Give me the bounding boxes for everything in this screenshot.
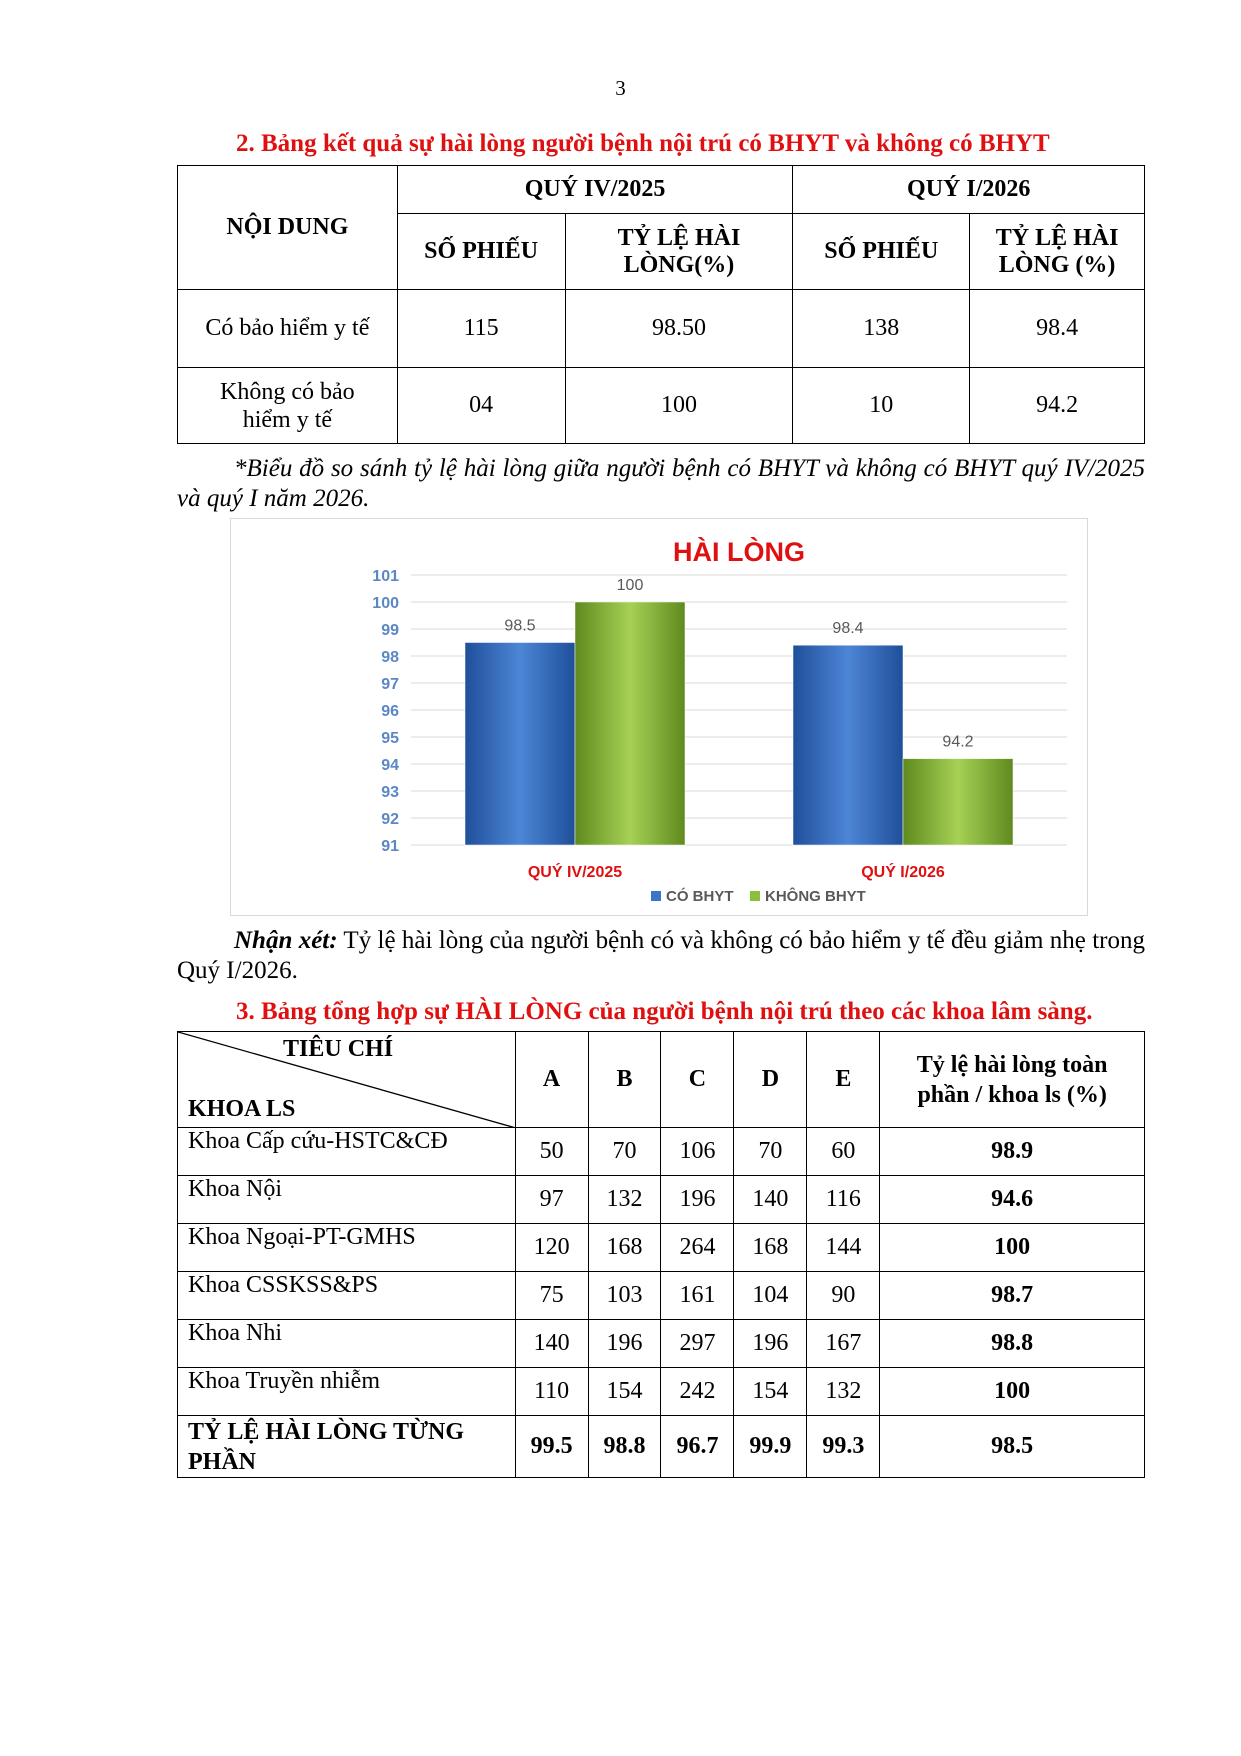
row-label: Không có bảo hiểm y tế — [178, 368, 398, 444]
bar — [575, 602, 685, 845]
cell: 97 — [515, 1176, 588, 1224]
col-header-a: A — [515, 1032, 588, 1128]
data-label: 100 — [616, 577, 644, 594]
table-row — [178, 368, 1145, 444]
corner-cell — [178, 1032, 516, 1128]
cell: 140 — [515, 1320, 588, 1368]
cell: 75 — [515, 1272, 588, 1320]
table-row — [178, 1320, 1145, 1368]
summary-row — [178, 1416, 1145, 1478]
table-row — [178, 1128, 1145, 1176]
y-tick-label: 91 — [381, 838, 399, 855]
cell: 70 — [588, 1128, 661, 1176]
row-label: Khoa Truyền nhiễm — [178, 1368, 516, 1416]
y-tick-label: 100 — [372, 595, 399, 612]
cell: 168 — [734, 1224, 807, 1272]
cell: 116 — [807, 1176, 880, 1224]
row-total: 100 — [880, 1368, 1145, 1416]
col-header-d: D — [734, 1032, 807, 1128]
cell: 10 — [793, 368, 970, 444]
x-tick-label: QUÝ IV/2025 — [527, 864, 623, 881]
cell: 50 — [515, 1128, 588, 1176]
section2-heading: 2. Bảng kết quả sự hài lòng người bệnh nội trú có BHYT và không có BHYT — [236, 130, 1050, 157]
table-row — [178, 290, 1145, 368]
cell: 94.2 — [970, 368, 1145, 444]
page-number: 3 — [615, 76, 626, 100]
bar-chart — [231, 519, 1087, 915]
cell: 110 — [515, 1368, 588, 1416]
header-q1-rate: TỶ LỆ HÀI LÒNG (%) — [970, 214, 1145, 290]
summary-cell: 99.3 — [807, 1416, 880, 1478]
comment-paragraph — [177, 926, 1145, 986]
cell: 98.4 — [970, 290, 1145, 368]
cell: 154 — [588, 1368, 661, 1416]
corner-top-label: TIÊU CHÍ — [283, 1036, 394, 1062]
corner-bottom-label: KHOA LS — [188, 1096, 296, 1122]
cell: 60 — [807, 1128, 880, 1176]
summary-cell: 98.8 — [588, 1416, 661, 1478]
cell: 106 — [661, 1128, 734, 1176]
table-row — [178, 1224, 1145, 1272]
cell: 90 — [807, 1272, 880, 1320]
cell: 196 — [588, 1320, 661, 1368]
cell: 132 — [588, 1176, 661, 1224]
legend-label: CÓ BHYT — [666, 888, 734, 905]
cell: 196 — [734, 1320, 807, 1368]
cell: 138 — [793, 290, 970, 368]
bhyt-table — [177, 165, 1145, 444]
bar — [465, 643, 575, 846]
cell: 115 — [397, 290, 565, 368]
header-q1-count: SỐ PHIẾU — [793, 214, 970, 290]
row-total: 98.9 — [880, 1128, 1145, 1176]
y-tick-label: 94 — [381, 757, 399, 774]
summary-cell: 99.5 — [515, 1416, 588, 1478]
cell: 167 — [807, 1320, 880, 1368]
header-q1: QUÝ I/2026 — [793, 166, 1145, 214]
bar — [793, 645, 903, 845]
cell: 04 — [397, 368, 565, 444]
cell: 154 — [734, 1368, 807, 1416]
table-row — [178, 1176, 1145, 1224]
y-tick-label: 96 — [381, 703, 399, 720]
row-label: Khoa Ngoại-PT-GMHS — [178, 1224, 516, 1272]
cell: 120 — [515, 1224, 588, 1272]
col-header-total: Tỷ lệ hài lòng toàn phần / khoa ls (%) — [880, 1032, 1145, 1128]
cell: 161 — [661, 1272, 734, 1320]
row-label: Khoa Nội — [178, 1176, 516, 1224]
cell: 196 — [661, 1176, 734, 1224]
col-header-e: E — [807, 1032, 880, 1128]
cell: 242 — [661, 1368, 734, 1416]
y-tick-label: 98 — [381, 649, 399, 666]
legend-swatch — [651, 891, 661, 901]
col-header-c: C — [661, 1032, 734, 1128]
header-q4: QUÝ IV/2025 — [397, 166, 793, 214]
row-label: Khoa Nhi — [178, 1320, 516, 1368]
header-q4-count: SỐ PHIẾU — [397, 214, 565, 290]
row-label: Khoa Cấp cứu-HSTC&CĐ — [178, 1128, 516, 1176]
summary-label: TỶ LỆ HÀI LÒNG TỪNG PHẦN — [178, 1416, 516, 1478]
row-total: 98.8 — [880, 1320, 1145, 1368]
cell: 103 — [588, 1272, 661, 1320]
row-total: 100 — [880, 1224, 1145, 1272]
data-label: 94.2 — [942, 733, 974, 751]
legend-label: KHÔNG BHYT — [765, 888, 866, 905]
cell: 70 — [734, 1128, 807, 1176]
cell: 297 — [661, 1320, 734, 1368]
cell: 132 — [807, 1368, 880, 1416]
comment-text: Tỷ lệ hài lòng của người bệnh có và không có bảo hiểm y tế đều giảm nhẹ trong Quý I/2026. — [177, 927, 1145, 984]
row-total: 94.6 — [880, 1176, 1145, 1224]
data-label: 98.5 — [504, 617, 536, 635]
summary-cell: 99.9 — [734, 1416, 807, 1478]
legend-swatch — [750, 891, 760, 901]
y-tick-label: 99 — [381, 622, 399, 639]
comment-label: Nhận xét: — [234, 927, 338, 954]
col-header-b: B — [588, 1032, 661, 1128]
chart-caption: *Biểu đồ so sánh tỷ lệ hài lòng giữa người bệnh có BHYT và không có BHYT quý IV/2025 và quý I năm 2026. — [177, 455, 1145, 512]
department-table — [177, 1031, 1145, 1478]
y-tick-label: 92 — [381, 811, 399, 828]
table-row — [178, 1368, 1145, 1416]
cell: 100 — [565, 368, 793, 444]
row-label: Khoa CSSKSS&PS — [178, 1272, 516, 1320]
x-tick-label: QUÝ I/2026 — [861, 864, 945, 881]
cell: 104 — [734, 1272, 807, 1320]
chart-container — [230, 518, 1088, 916]
table-row — [178, 1272, 1145, 1320]
y-tick-label: 97 — [381, 676, 399, 693]
summary-total: 98.5 — [880, 1416, 1145, 1478]
data-label: 98.4 — [832, 620, 864, 638]
cell: 144 — [807, 1224, 880, 1272]
cell: 98.50 — [565, 290, 793, 368]
cell: 168 — [588, 1224, 661, 1272]
bar — [903, 759, 1013, 845]
y-tick-label: 101 — [372, 568, 399, 585]
chart-title: HÀI LÒNG — [673, 537, 805, 567]
header-q4-rate: TỶ LỆ HÀI LÒNG(%) — [565, 214, 793, 290]
summary-cell: 96.7 — [661, 1416, 734, 1478]
row-label: Có bảo hiểm y tế — [178, 290, 398, 368]
section3-heading: 3. Bảng tổng hợp sự HÀI LÒNG của người bệnh nội trú theo các khoa lâm sàng. — [236, 998, 1093, 1025]
header-content: NỘI DUNG — [178, 166, 398, 290]
y-tick-label: 93 — [381, 784, 399, 801]
y-tick-label: 95 — [381, 730, 399, 747]
cell: 140 — [734, 1176, 807, 1224]
row-total: 98.7 — [880, 1272, 1145, 1320]
cell: 264 — [661, 1224, 734, 1272]
